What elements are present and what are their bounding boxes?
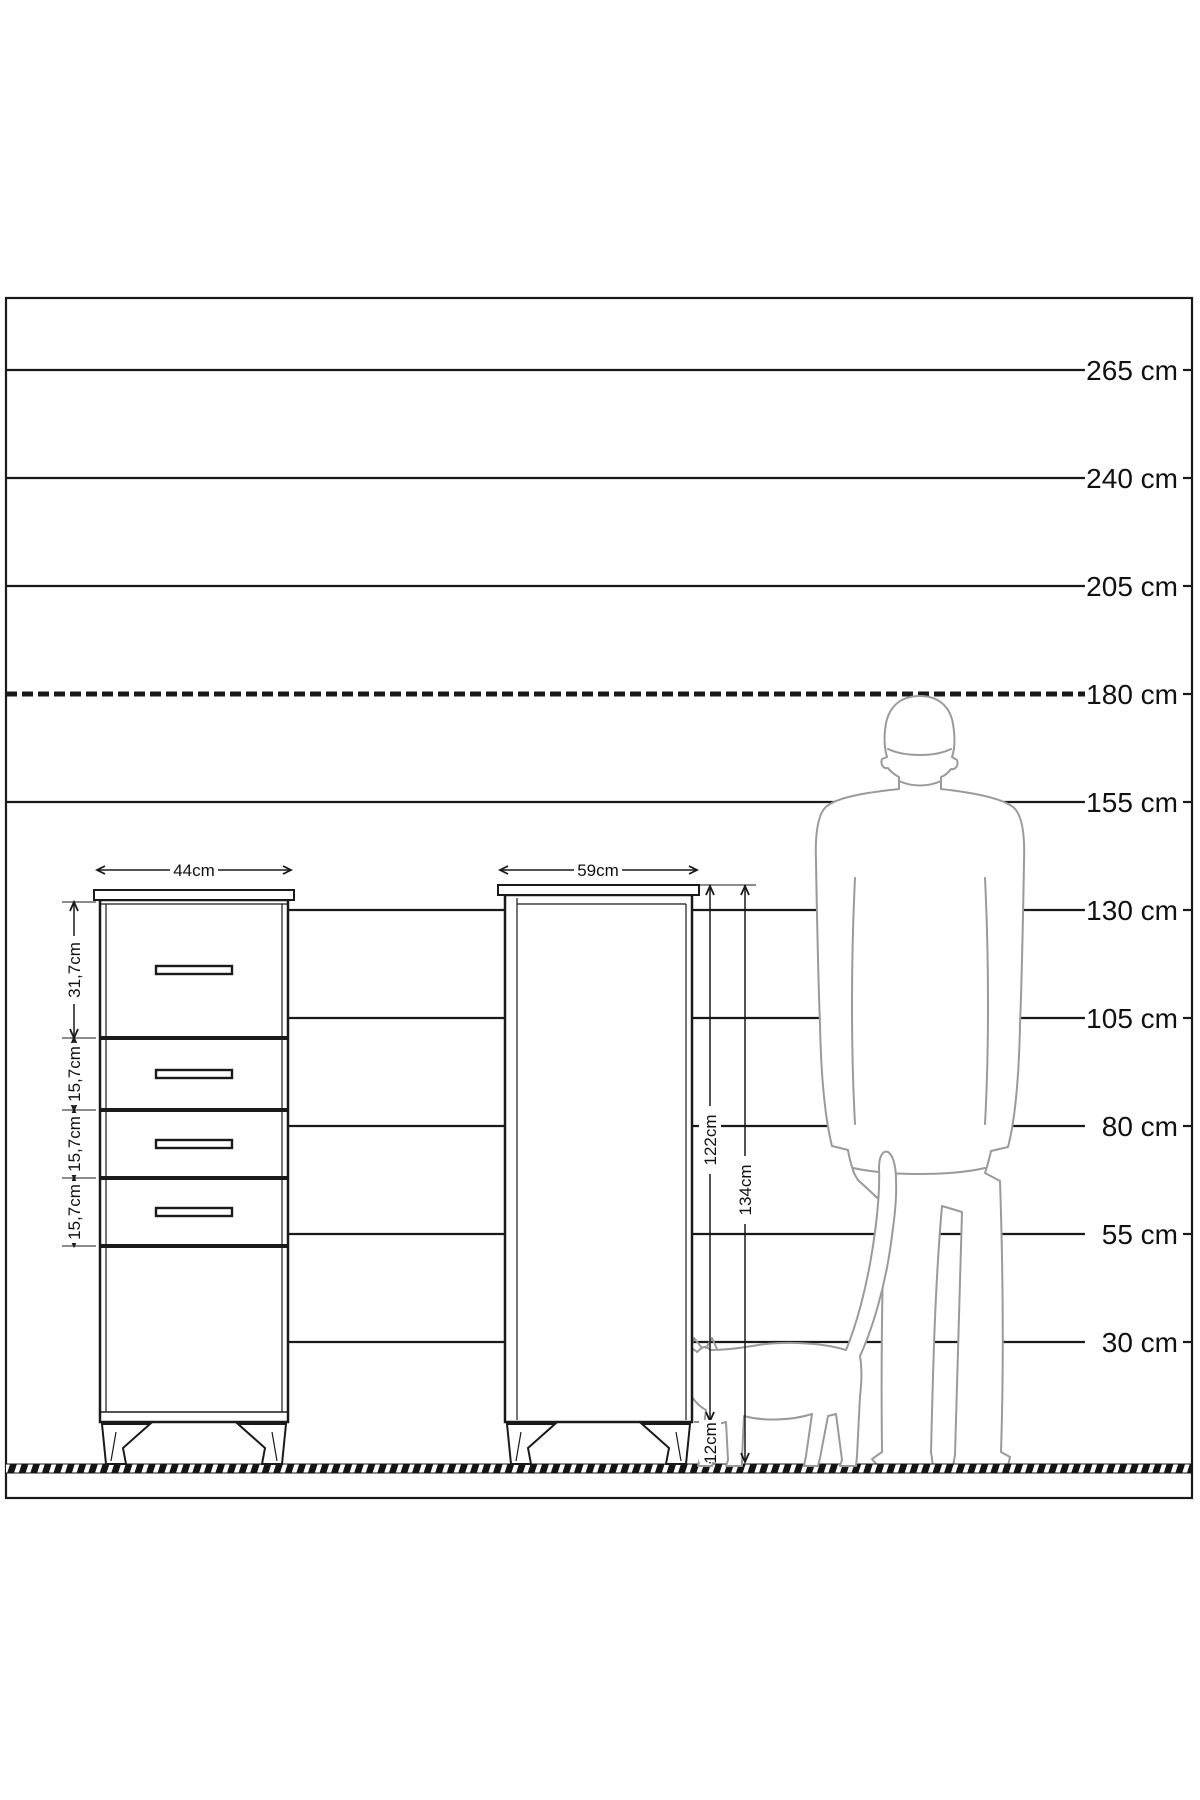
drawer-handle-3 [156,1140,232,1148]
drawer-handle-4 [156,1208,232,1216]
drawer-cabinet-top-plate [94,890,294,900]
cat-body-outline [680,1152,896,1466]
scale-label-30: 30 cm [1101,1327,1178,1358]
carcass-height-label: 122cm [701,1114,720,1166]
drawer-handle-2 [156,1070,232,1078]
drawer-cabinet-carcass [100,900,288,1422]
door-cabinet-width-label: 59cm [577,861,619,880]
scale-label-205: 205 cm [1086,571,1178,602]
drawer-cabinet [94,890,294,1464]
drawer-section-label-1: 31,7cm [65,942,84,998]
door-cabinet [498,885,699,1464]
scale-label-180: 180 cm [1086,679,1178,710]
door-cabinet-carcass [505,895,692,1422]
cat-silhouette [680,1152,896,1466]
scale-label-80: 80 cm [1101,1111,1178,1142]
scale-label-105: 105 cm [1086,1003,1178,1034]
scale-label-155: 155 cm [1086,787,1178,818]
scale-label-240: 240 cm [1086,463,1178,494]
drawer-cabinet-width-label: 44cm [173,861,215,880]
drawer-section-label-4: 15,7cm [65,1184,84,1240]
drawer-section-dimensions [62,902,96,1246]
door-cabinet-width-dimension [500,861,697,880]
drawer-section-label-2: 15,7cm [65,1046,84,1102]
scale-label-265: 265 cm [1086,355,1178,386]
scale-label-55: 55 cm [1101,1219,1178,1250]
height-scale-labels [1086,355,1178,1358]
drawer-cabinet-width-dimension [97,861,291,880]
leg-height-label: 12cm [701,1422,720,1464]
drawer-section-label-3: 15,7cm [65,1116,84,1172]
hatched-floor-line [6,1464,1192,1473]
door-cabinet-legs [507,1424,690,1464]
total-height-label: 134cm [736,1164,755,1216]
door-cabinet-top-plate [498,885,699,895]
drawer-handle-1 [156,966,232,974]
scale-label-130: 130 cm [1086,895,1178,926]
drawer-cabinet-legs [102,1424,286,1464]
